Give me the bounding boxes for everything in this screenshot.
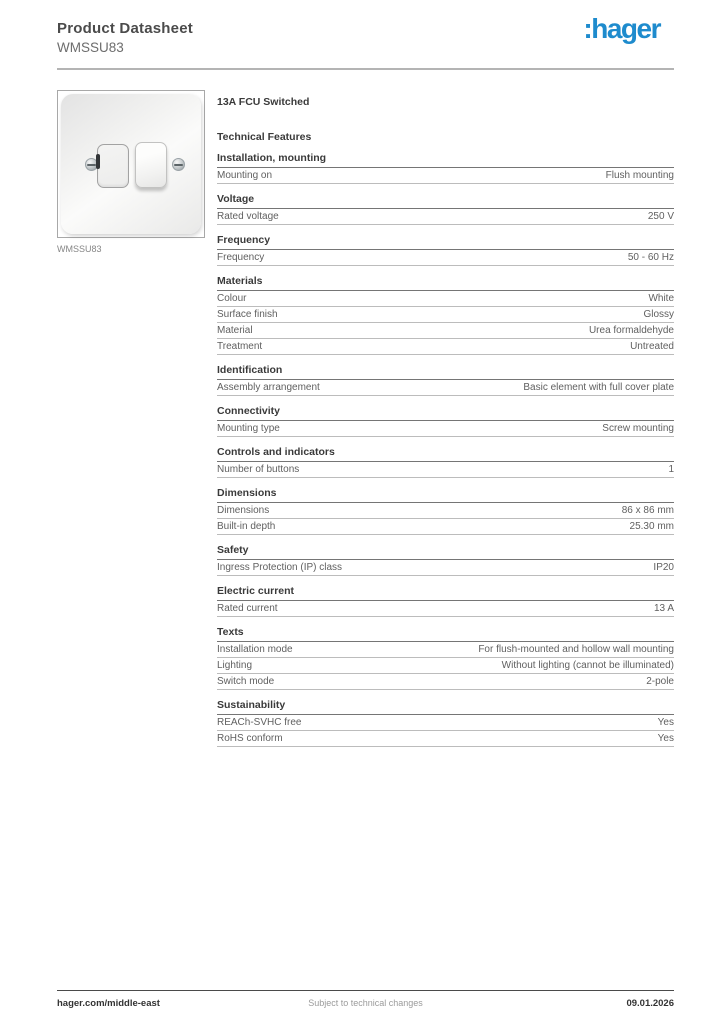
spec-value: Yes bbox=[657, 733, 674, 744]
spec-row bbox=[217, 291, 674, 307]
section-rows bbox=[217, 250, 674, 266]
spec-section bbox=[217, 488, 674, 535]
screw-icon-right bbox=[172, 158, 185, 171]
hager-logo: :hager bbox=[583, 13, 660, 44]
spec-label: Mounting type bbox=[217, 423, 280, 434]
spec-value: White bbox=[648, 293, 674, 304]
rocker-switch bbox=[135, 142, 167, 188]
section-rows bbox=[217, 642, 674, 690]
spec-label: Number of buttons bbox=[217, 464, 300, 475]
spec-row bbox=[217, 462, 674, 478]
spec-label: Surface finish bbox=[217, 309, 278, 320]
spec-value: Screw mounting bbox=[602, 423, 674, 434]
spec-row bbox=[217, 674, 674, 690]
spec-label: Ingress Protection (IP) class bbox=[217, 562, 343, 573]
section-title: Identification bbox=[217, 365, 674, 380]
spec-value: IP20 bbox=[653, 562, 674, 573]
spec-value: Without lighting (cannot be illuminated) bbox=[501, 660, 674, 671]
spec-section bbox=[217, 153, 674, 184]
spec-label: Mounting on bbox=[217, 170, 273, 181]
section-rows bbox=[217, 560, 674, 576]
spec-label: Treatment bbox=[217, 341, 263, 352]
spec-section bbox=[217, 586, 674, 617]
spec-section bbox=[217, 447, 674, 478]
spec-row bbox=[217, 731, 674, 747]
spec-row bbox=[217, 642, 674, 658]
footer-disclaimer: Subject to technical changes bbox=[308, 998, 423, 1008]
spec-row bbox=[217, 307, 674, 323]
spec-section bbox=[217, 194, 674, 225]
footer-divider bbox=[57, 990, 674, 991]
spec-value: 250 V bbox=[647, 211, 674, 222]
section-rows bbox=[217, 601, 674, 617]
header-divider bbox=[57, 68, 674, 70]
section-rows bbox=[217, 503, 674, 535]
section-rows bbox=[217, 168, 674, 184]
header bbox=[57, 20, 193, 55]
spec-sections bbox=[217, 153, 674, 747]
spec-value: 1 bbox=[668, 464, 674, 475]
spec-row bbox=[217, 380, 674, 396]
spec-section bbox=[217, 276, 674, 355]
section-rows bbox=[217, 715, 674, 747]
spec-section bbox=[217, 406, 674, 437]
spec-section bbox=[217, 235, 674, 266]
section-title: Installation, mounting bbox=[217, 153, 674, 168]
spec-row bbox=[217, 421, 674, 437]
spec-value: 2-pole bbox=[646, 676, 674, 687]
spec-row bbox=[217, 601, 674, 617]
product-title: 13A FCU Switched bbox=[217, 96, 310, 108]
spec-label: Assembly arrangement bbox=[217, 382, 320, 393]
section-rows bbox=[217, 380, 674, 396]
section-rows bbox=[217, 421, 674, 437]
section-title: Materials bbox=[217, 276, 674, 291]
section-title: Dimensions bbox=[217, 488, 674, 503]
section-title: Connectivity bbox=[217, 406, 674, 421]
page-title: Product Datasheet bbox=[57, 20, 193, 37]
spec-section bbox=[217, 365, 674, 396]
spec-section bbox=[217, 545, 674, 576]
spec-row bbox=[217, 658, 674, 674]
spec-value: 50 - 60 Hz bbox=[627, 252, 674, 263]
spec-value: Untreated bbox=[630, 341, 674, 352]
spec-label: RoHS conform bbox=[217, 733, 283, 744]
spec-label: Material bbox=[217, 325, 253, 336]
spec-value: Urea formaldehyde bbox=[588, 325, 674, 336]
section-title: Texts bbox=[217, 627, 674, 642]
spec-row bbox=[217, 168, 674, 184]
spec-value: Glossy bbox=[643, 309, 674, 320]
spec-row bbox=[217, 560, 674, 576]
spec-label: Colour bbox=[217, 293, 247, 304]
fuse-carrier bbox=[97, 144, 129, 188]
spec-row bbox=[217, 323, 674, 339]
spec-label: Frequency bbox=[217, 252, 265, 263]
spec-value: 86 x 86 mm bbox=[621, 505, 674, 516]
spec-label: Switch mode bbox=[217, 676, 275, 687]
spec-label: Rated current bbox=[217, 603, 278, 614]
section-title: Electric current bbox=[217, 586, 674, 601]
spec-label: REACh-SVHC free bbox=[217, 717, 302, 728]
section-title: Controls and indicators bbox=[217, 447, 674, 462]
spec-value: Basic element with full cover plate bbox=[523, 382, 674, 393]
footer-date: 09.01.2026 bbox=[626, 998, 674, 1009]
spec-section bbox=[217, 700, 674, 747]
image-column bbox=[57, 90, 205, 747]
fuse-slot bbox=[96, 154, 100, 169]
spec-label: Dimensions bbox=[217, 505, 270, 516]
spec-row bbox=[217, 339, 674, 355]
spec-label: Lighting bbox=[217, 660, 253, 671]
section-title: Frequency bbox=[217, 235, 674, 250]
section-rows bbox=[217, 462, 674, 478]
image-caption: WMSSU83 bbox=[57, 244, 102, 254]
section-rows bbox=[217, 209, 674, 225]
spec-value: Flush mounting bbox=[605, 170, 674, 181]
product-reference: WMSSU83 bbox=[57, 40, 124, 55]
spec-label: Built-in depth bbox=[217, 521, 276, 532]
spec-row bbox=[217, 503, 674, 519]
spec-value: 13 A bbox=[653, 603, 674, 614]
spec-row bbox=[217, 519, 674, 535]
footer-website-link[interactable]: hager.com/middle-east bbox=[57, 998, 160, 1009]
technical-features-heading: Technical Features bbox=[217, 131, 312, 143]
product-image bbox=[57, 90, 205, 238]
spec-value: Yes bbox=[657, 717, 674, 728]
section-title: Sustainability bbox=[217, 700, 674, 715]
spec-label: Rated voltage bbox=[217, 211, 279, 222]
section-title: Safety bbox=[217, 545, 674, 560]
section-title: Voltage bbox=[217, 194, 674, 209]
spec-section bbox=[217, 627, 674, 690]
spec-table bbox=[217, 90, 674, 747]
switch-plate bbox=[61, 94, 201, 234]
spec-value: 25.30 mm bbox=[629, 521, 674, 532]
main-content bbox=[57, 90, 674, 747]
spec-value: For flush-mounted and hollow wall mounting bbox=[478, 644, 674, 655]
spec-row bbox=[217, 715, 674, 731]
spec-label: Installation mode bbox=[217, 644, 293, 655]
footer bbox=[57, 998, 674, 1012]
section-rows bbox=[217, 291, 674, 355]
spec-row bbox=[217, 250, 674, 266]
spec-row bbox=[217, 209, 674, 225]
